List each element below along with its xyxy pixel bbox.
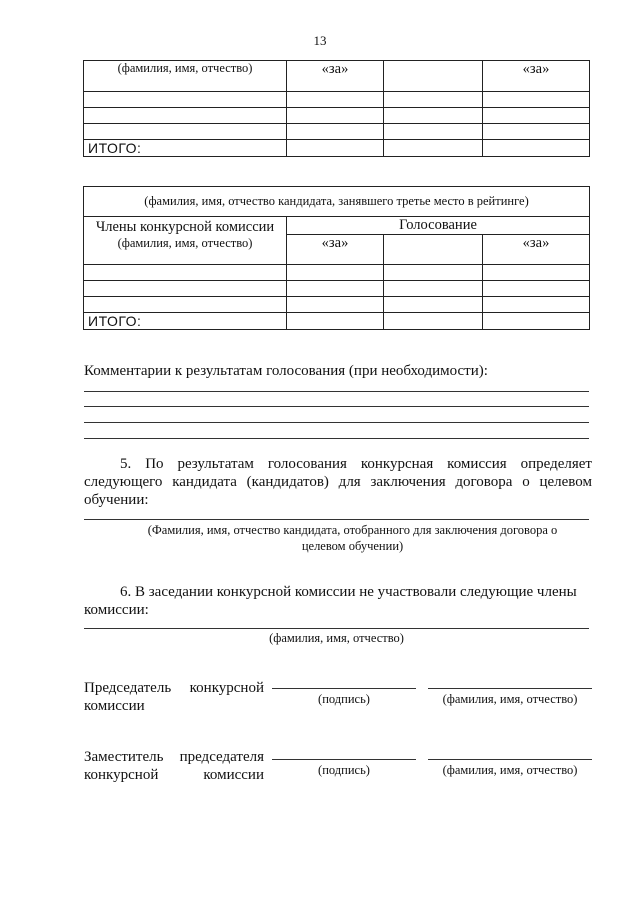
table-cell[interactable] <box>483 281 590 297</box>
absent-members-line[interactable] <box>84 628 589 629</box>
table-cell[interactable] <box>483 265 590 281</box>
deputy-name-caption: (фамилия, имя, отчество) <box>442 763 578 777</box>
table2-total-cell[interactable] <box>483 313 590 330</box>
table-cell[interactable] <box>384 92 483 108</box>
table1-total-cell[interactable] <box>287 140 384 157</box>
table-cell[interactable] <box>384 281 483 297</box>
vote-table-continuation <box>83 60 590 157</box>
table-row <box>84 108 590 124</box>
table-cell[interactable] <box>384 108 483 124</box>
comment-line[interactable] <box>84 438 589 439</box>
deputy-role: Заместитель председателя конкурсной комиссии <box>84 749 264 783</box>
table-cell[interactable] <box>287 108 384 124</box>
table2-members-header <box>84 217 287 265</box>
table1-header-vote-for: «за» <box>287 61 384 92</box>
deputy-signature-line[interactable] <box>272 759 416 760</box>
page-number: 13 <box>313 33 327 48</box>
table-cell[interactable] <box>84 265 287 281</box>
selected-candidate-line[interactable] <box>84 519 589 520</box>
table-row <box>84 297 590 313</box>
section-5-caption: (Фамилия, имя, отчество кандидата, отобранного для заключения договора о целевом обучении) <box>147 523 558 553</box>
section-6-caption: (фамилия, имя, отчество) <box>269 631 404 645</box>
table-cell[interactable] <box>84 108 287 124</box>
table-cell[interactable] <box>287 92 384 108</box>
members-header-text: Члены конкурсной комиссии <box>95 219 275 235</box>
deputy-signature-caption: (подпись) <box>318 763 370 777</box>
table-cell[interactable] <box>287 281 384 297</box>
vote-table-third-candidate <box>83 186 590 330</box>
chairman-role: Председатель конкурсной комиссии <box>84 680 264 714</box>
members-subheader-text: (фамилия, имя, отчество) <box>117 236 253 250</box>
section-6-text: 6. В заседании конкурсной комиссии не участвовали следующие члены комиссии: <box>84 584 577 618</box>
section-5-text: 5. По результатам голосования конкурсная комиссия определяет следующего кандидата (кандидатов) для заключения договора о целевом обучении: <box>84 456 592 508</box>
table2-voting-header: Голосование <box>287 217 590 235</box>
table-cell[interactable] <box>483 108 590 124</box>
table-row <box>84 92 590 108</box>
table-cell[interactable] <box>384 124 483 140</box>
deputy-name-line[interactable] <box>428 759 592 760</box>
table-cell[interactable] <box>84 281 287 297</box>
table-row <box>84 124 590 140</box>
table-row <box>84 281 590 297</box>
table1-total-label: ИТОГО: <box>84 140 287 157</box>
comment-line[interactable] <box>84 406 589 407</box>
table2-vote-blank <box>384 235 483 265</box>
table-cell[interactable] <box>384 265 483 281</box>
table1-total-cell[interactable] <box>384 140 483 157</box>
table-cell[interactable] <box>287 297 384 313</box>
comment-line[interactable] <box>84 422 589 423</box>
table-cell[interactable] <box>84 92 287 108</box>
table2-title: (фамилия, имя, отчество кандидата, занявшего третье место в рейтинге) <box>84 187 590 217</box>
table-cell[interactable] <box>483 124 590 140</box>
table2-total-label: ИТОГО: <box>84 313 287 330</box>
table-cell[interactable] <box>84 124 287 140</box>
table1-total-cell[interactable] <box>483 140 590 157</box>
chairman-name-caption: (фамилия, имя, отчество) <box>442 692 578 706</box>
table2-total-cell[interactable] <box>287 313 384 330</box>
table2-vote-for-2: «за» <box>483 235 590 265</box>
table-cell[interactable] <box>287 265 384 281</box>
table-cell[interactable] <box>483 92 590 108</box>
chairman-name-line[interactable] <box>428 688 592 689</box>
table1-header-vote-for-2: «за» <box>483 61 590 92</box>
table1-header-name: (фамилия, имя, отчество) <box>84 61 287 92</box>
comments-label: Комментарии к результатам голосования (при необходимости): <box>84 363 488 379</box>
table2-vote-for: «за» <box>287 235 384 265</box>
table-cell[interactable] <box>384 297 483 313</box>
comment-line[interactable] <box>84 391 589 392</box>
table2-total-cell[interactable] <box>384 313 483 330</box>
table1-header-blank <box>384 61 483 92</box>
chairman-signature-caption: (подпись) <box>318 692 370 706</box>
chairman-signature-line[interactable] <box>272 688 416 689</box>
table-cell[interactable] <box>287 124 384 140</box>
table-cell[interactable] <box>483 297 590 313</box>
table-row <box>84 265 590 281</box>
table-cell[interactable] <box>84 297 287 313</box>
